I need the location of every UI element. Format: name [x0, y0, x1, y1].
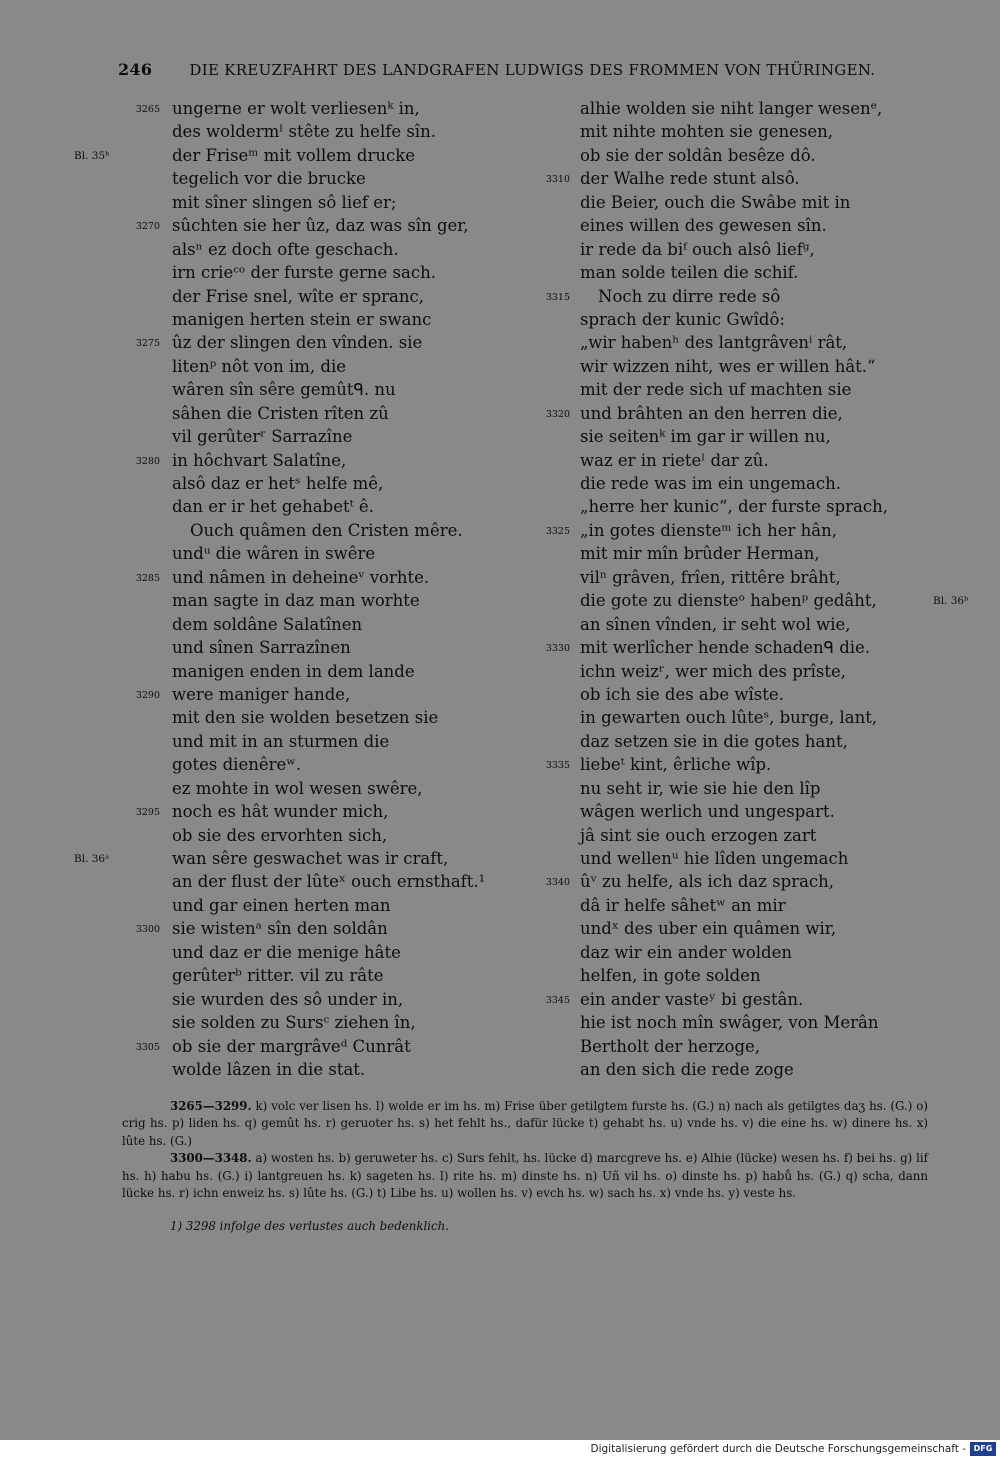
verse-text: in gewarten ouch lûteˢ, burge, lant,: [580, 708, 878, 728]
line-number: 3280: [135, 455, 160, 467]
verse-text: ir rede da biᶠ ouch alsô liefᵍ,: [580, 239, 815, 259]
verse-text: man solde teilen die schif.: [580, 263, 799, 283]
verse-text: ob sie des ervorhten sich,: [172, 825, 388, 845]
critical-apparatus: [122, 1098, 928, 1236]
verse-text: „wir habenʰ des lantgrâvenⁱ rât,: [580, 333, 848, 353]
verse-text: sie seitenᵏ im gar ir willen nu,: [580, 427, 831, 447]
footer-bar: [0, 1440, 1000, 1458]
verse-text: des woldermˡ stête zu helfe sîn.: [172, 122, 436, 142]
folio-marker: Bl. 36ᵃ: [74, 853, 110, 865]
line-number: 3310: [545, 174, 570, 186]
line-number: 3285: [135, 572, 160, 584]
line-number: 3295: [135, 807, 160, 819]
line-number: 3315: [545, 291, 570, 303]
verse-text: undᵘ die wâren in swêre: [172, 544, 376, 564]
verse-text: vilⁿ grâven, frîen, rittêre brâht,: [580, 567, 841, 587]
line-number: 3335: [545, 760, 570, 772]
verse-text: Noch zu dirre rede sô: [598, 286, 781, 306]
apparatus-range-2: 3300—3348.: [170, 1151, 252, 1166]
verse-text: tegelich vor die brucke: [172, 169, 366, 189]
verse-text: die Beier, ouch die Swâbe mit in: [580, 192, 851, 212]
verse-text: waz er in rieteˡ dar zû.: [580, 450, 769, 470]
verse-text: dan er ir het gehabetᵗ ê.: [172, 497, 374, 517]
verse-text: hie ist noch mîn swâger, von Merân: [580, 1013, 879, 1033]
verse-text: an der flust der lûteˣ ouch ernsthaft.¹: [172, 872, 486, 892]
verse-text: der Frise snel, wîte er spranc,: [172, 286, 424, 306]
verse-text: in hôchvart Salatîne,: [172, 450, 347, 470]
verse-text: der Walhe rede stunt alsô.: [580, 169, 800, 189]
verse-text: und mit in an sturmen die: [172, 731, 390, 751]
verse-text: were maniger hande,: [172, 684, 351, 704]
verse-text: wan sêre geswachet was ir craft,: [172, 849, 449, 868]
verse-text: wir wizzen niht, wes er willen hât.“: [580, 356, 876, 376]
page-header: [118, 60, 876, 79]
verse-text: an sînen vînden, ir seht wol wie,: [580, 614, 851, 634]
footnote: 1) 3298 infolge des verlustes auch bedenklich.: [170, 1219, 449, 1234]
verse-text: eines willen des gewesen sîn.: [580, 216, 827, 236]
verse-text: wâgen werlich und ungespart.: [580, 802, 835, 822]
verse-text: wâren sîn sêre gemûtᑫ. nu: [172, 380, 396, 400]
verse-text: litenᵖ nôt von im, die: [172, 356, 346, 376]
line-number: 3325: [545, 525, 570, 537]
line-number: 3290: [135, 689, 160, 701]
folio-marker: Bl. 36ᵇ: [933, 595, 969, 608]
verse-text: und wellenᵘ hie lîden ungemach: [580, 849, 849, 868]
verse-text: „herre her kunic“, der furste sprach,: [580, 497, 888, 517]
verse-text: dem soldâne Salatînen: [172, 614, 363, 634]
verse-text: ez mohte in wol wesen swêre,: [172, 778, 423, 798]
verse-text: ein ander vasteʸ bi gestân.: [580, 989, 804, 1009]
verse-text: man sagte in daz man worhte: [172, 591, 420, 611]
verse-text: ob sie der margrâveᵈ Cunrât: [172, 1036, 411, 1056]
verse-text: ob sie der soldân besêze dô.: [580, 145, 816, 165]
line-number: 3305: [135, 1041, 160, 1053]
verse-text: undˣ des uber ein quâmen wir,: [580, 919, 837, 939]
verse-text: daz wir ein ander wolden: [580, 942, 792, 962]
verse-text: noch es hât wunder mich,: [172, 802, 389, 822]
verse-text: mit mir mîn brûder Herman,: [580, 544, 820, 564]
funding-notice: Digitalisierung gefördert durch die Deutsche Forschungsgemeinschaft -: [590, 1443, 966, 1455]
verse-text: helfen, in gote solden: [580, 966, 761, 986]
verse-text: wolde lâzen in die stat.: [172, 1059, 366, 1079]
verse-text: an den sich die rede zoge: [580, 1059, 794, 1079]
verse-text: dâ ir helfe sâhetʷ an mir: [580, 895, 786, 915]
verse-text: ûᵛ zu helfe, als ich daz sprach,: [580, 872, 835, 892]
verse-text: und sînen Sarrazînen: [172, 638, 351, 658]
apparatus-block-2: [122, 1150, 928, 1202]
verse-text: jâ sint sie ouch erzogen zart: [580, 825, 817, 845]
verse-text: gotes dienêreʷ.: [172, 755, 302, 775]
verse-text: sie wistenᵃ sîn den soldân: [172, 919, 388, 939]
folio-marker: Bl. 35ᵇ: [74, 149, 110, 162]
apparatus-block-1: [122, 1098, 928, 1150]
apparatus-range-1: 3265—3299.: [170, 1099, 252, 1113]
verse-text: mit werlîcher hende schadenᑫ die.: [580, 638, 871, 658]
verse-text: „in gotes diensteᵐ ich her hân,: [580, 520, 838, 540]
apparatus-text-1: k) volc ver lisen hs. l) wolde er im hs. m) Frise über getilgtem furste hs. (G.) n) nach als getilgtes daʒ hs. (G.) o) crig hs. p) liden hs. q) gemût hs. r) geruoter hs. s) het fehlt hs., dafür lücke t) gehabt hs. u) vnde hs. v) die eine hs. w) dinere hs. x) lûte hs. (G.): [122, 1099, 929, 1148]
verse-text: mit sîner slingen sô lief er;: [172, 192, 397, 212]
verse-text: ichn weizʳ, wer mich des prîste,: [580, 661, 847, 681]
verse-text: ûz der slingen den vînden. sie: [172, 333, 423, 353]
verse-text: irn crieᶜᵒ der furste gerne sach.: [172, 263, 436, 283]
verse-text: der Friseᵐ mit vollem drucke: [172, 145, 416, 165]
line-number: 3340: [545, 877, 570, 889]
verse-text: sûchten sie her ûz, daz was sîn ger,: [172, 216, 469, 236]
line-number: 3345: [545, 994, 570, 1006]
verse-text: sie solden zu Sursᶜ ziehen în,: [172, 1013, 416, 1033]
verse-text: und daz er die menige hâte: [172, 942, 401, 962]
verse-text: nu seht ir, wie sie hie den lîp: [580, 778, 821, 798]
verse-text: sie wurden des sô under in,: [172, 989, 404, 1009]
verse-text: und gar einen herten man: [172, 895, 391, 915]
apparatus-text-2: a) wosten hs. b) geruweter hs. c) Surs fehlt, hs. lücke d) marcgreve hs. e) Alhie (lücke) wesen hs. f) bei hs. g) lif hs. h) habu hs. (G.) i) lantgreuen hs. k) sageten hs. l) rite hs. m) dinste hs. n) Uñ vil hs. o) dinste hs. p) habů hs. (G.) q) scha, dann lücke hs. r) ichn enweiz hs. s) lûte hs. (G.) t) Libe hs. u) wollen hs. v) evch hs. w) sach hs. x) vnde hs. y) veste hs.: [122, 1151, 928, 1201]
verse-text: Bertholt der herzoge,: [580, 1036, 761, 1056]
page-number: 246: [118, 60, 153, 79]
verse-text: und brâhten an den herren die,: [580, 403, 843, 423]
line-number: 3320: [545, 408, 570, 420]
verse-text: und nâmen in deheineᵛ vorhte.: [172, 567, 430, 587]
verse-text: Ouch quâmen den Cristen mêre.: [190, 520, 463, 540]
line-number: 3330: [545, 643, 570, 655]
verse-text: gerûterᵇ ritter. vil zu râte: [172, 966, 384, 986]
verse-text: vil gerûterʳ Sarrazîne: [172, 427, 353, 447]
verse-text: ungerne er wolt verliesenᵏ in,: [172, 99, 420, 118]
verse-text: alhie wolden sie niht langer wesenᵉ,: [580, 99, 883, 118]
verse-text: mit den sie wolden besetzen sie: [172, 708, 439, 728]
line-number: 3270: [135, 221, 160, 233]
verse-text: die rede was im ein ungemach.: [580, 474, 842, 493]
line-number: 3265: [135, 104, 160, 115]
verse-text: mit der rede sich uf machten sie: [580, 380, 852, 400]
verse-text: liebeᵗ kint, êrliche wîp.: [580, 755, 772, 775]
dfg-logo: DFG: [970, 1442, 996, 1456]
verse-text: manigen herten stein er swanc: [172, 309, 432, 329]
verse-text: alsô daz er hetˢ helfe mê,: [172, 474, 384, 493]
verse-text: manigen enden in dem lande: [172, 661, 415, 681]
line-number: 3300: [135, 924, 160, 936]
verse-text: alsⁿ ez doch ofte geschach.: [172, 239, 399, 259]
verse-text: sâhen die Cristen rîten zû: [172, 403, 389, 423]
verse-text: mit nihte mohten sie genesen,: [580, 122, 834, 142]
running-title: DIE KREUZFAHRT DES LANDGRAFEN LUDWIGS DES FROMMEN VON THÜRINGEN.: [189, 61, 876, 79]
verse-text: die gote zu diensteᵒ habenᵖ gedâht,: [580, 591, 877, 611]
verse-text: daz setzen sie in die gotes hant,: [580, 731, 848, 751]
verse-text: ob ich sie des abe wîste.: [580, 684, 784, 704]
line-number: 3275: [135, 338, 160, 350]
verse-text: sprach der kunic Gwîdô:: [580, 309, 785, 329]
